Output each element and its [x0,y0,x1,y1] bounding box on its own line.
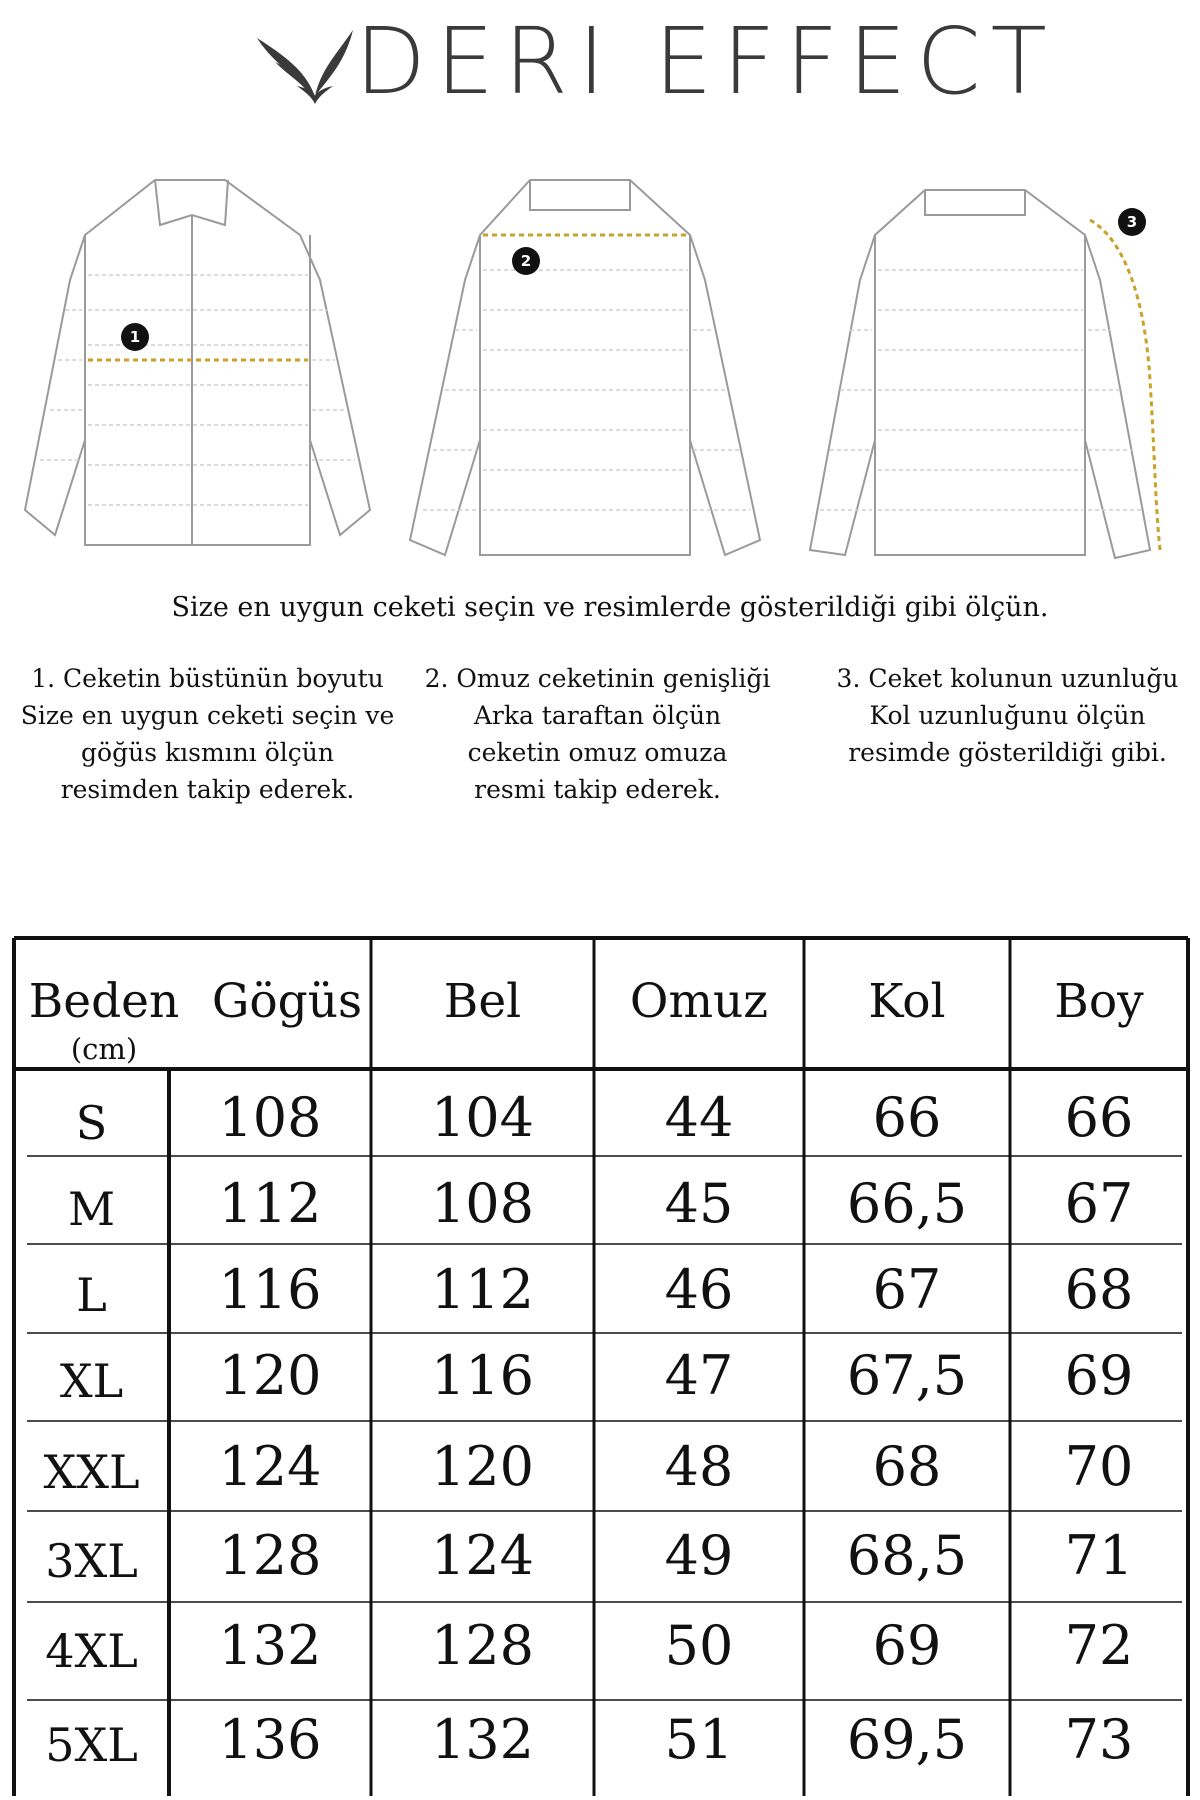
measurement-cell: 72 [1064,1614,1134,1677]
size-label-cell: M [67,1182,116,1236]
size-label-cell: S [75,1096,108,1150]
measurement-cell: 68,5 [846,1524,968,1587]
size-label-cell: 3XL [45,1534,138,1588]
measurement-cell: 51 [664,1708,734,1771]
marker-1: 1 [121,323,149,351]
size-label-cell: 4XL [45,1624,138,1678]
instruction-line: 3. Ceket kolunun uzunluğu [836,664,1179,693]
header-boy: Boy [1054,974,1144,1029]
header-beden: Beden [28,974,180,1029]
measurement-cell: 104 [430,1086,535,1149]
instruction-shoulder [415,660,780,808]
size-table [12,936,1190,1798]
size-label-cell: L [76,1268,107,1322]
size-label-cell: XL [59,1354,124,1408]
instruction-line: resimden takip ederek. [60,775,355,804]
brand-name: DERI EFFECT [355,8,1057,115]
brand-logo [255,8,1057,115]
measurement-cell: 46 [664,1258,734,1321]
measurement-cell: 132 [218,1614,322,1677]
measurement-cell: 128 [218,1524,322,1587]
measurement-cell: 67 [1064,1172,1134,1235]
measurement-cell: 120 [218,1344,322,1407]
instruction-line: resimde gösterildiği gibi. [848,738,1167,767]
instruction-line: resmi takip ederek. [474,775,721,804]
marker-3: 3 [1118,208,1146,236]
back-jacket-shoulder-illustration [405,160,770,560]
instruction-line: Arka taraftan ölçün [473,701,722,730]
measurement-cell: 70 [1064,1435,1134,1498]
measurement-cell: 124 [218,1435,322,1498]
measurement-cell: 67 [872,1258,942,1321]
header-unit: (cm) [70,1032,138,1066]
instruction-line: göğüs kısmını ölçün [81,738,334,767]
instruction-line: ceketin omuz omuza [467,738,728,767]
measurement-cell: 47 [664,1344,734,1407]
measurement-cell: 69,5 [846,1708,968,1771]
header-gogus: Gögüs [211,974,363,1029]
marker-2: 2 [512,247,540,275]
measurement-cell: 68 [872,1435,942,1498]
measurement-cell: 66 [1064,1086,1134,1149]
instruction-line: 1. Ceketin büstünün boyutu [31,664,384,693]
jacket-illustrations [0,160,1200,580]
size-label-cell: XXL [43,1445,140,1499]
measurement-cell: 50 [664,1614,734,1677]
measurement-cell: 136 [218,1708,322,1771]
measurement-cell: 73 [1064,1708,1134,1771]
instruction-sleeve [815,660,1200,771]
measurement-cell: 71 [1064,1524,1134,1587]
measurement-cell: 124 [430,1524,535,1587]
instructions-headline: Size en uygun ceketi seçin ve resimlerde gösterildiği gibi ölçün. [171,592,1049,623]
measurement-cell: 108 [218,1086,322,1149]
measurement-cell: 69 [872,1614,942,1677]
measurement-cell: 128 [430,1614,535,1677]
size-label-cell: 5XL [45,1718,138,1772]
header-kol: Kol [868,974,946,1029]
instruction-line: Size en uygun ceketi seçin ve [20,701,395,730]
instruction-line: Kol uzunluğunu ölçün [869,701,1146,730]
measurement-cell: 67,5 [846,1344,968,1407]
header-omuz: Omuz [629,974,769,1029]
measurement-cell: 66,5 [846,1172,968,1235]
measurement-cell: 44 [664,1086,734,1149]
measurement-cell: 69 [1064,1344,1134,1407]
measurement-cell: 48 [664,1435,734,1498]
measurement-cell: 112 [218,1172,322,1235]
measurement-cell: 116 [430,1344,535,1407]
instruction-chest [0,660,415,808]
measurement-cell: 49 [664,1524,734,1587]
measurement-cell: 68 [1064,1258,1134,1321]
measurement-cell: 112 [430,1258,535,1321]
measurement-cell: 108 [430,1172,535,1235]
eagle-icon [255,26,355,106]
measurement-cell: 45 [664,1172,734,1235]
header-bel: Bel [443,974,522,1029]
measurement-cell: 66 [872,1086,942,1149]
instruction-line: 2. Omuz ceketinin genişliği [424,664,771,693]
measurement-cell: 116 [218,1258,322,1321]
measurement-cell: 132 [430,1708,535,1771]
measurement-cell: 120 [430,1435,535,1498]
front-jacket-illustration [10,160,380,560]
